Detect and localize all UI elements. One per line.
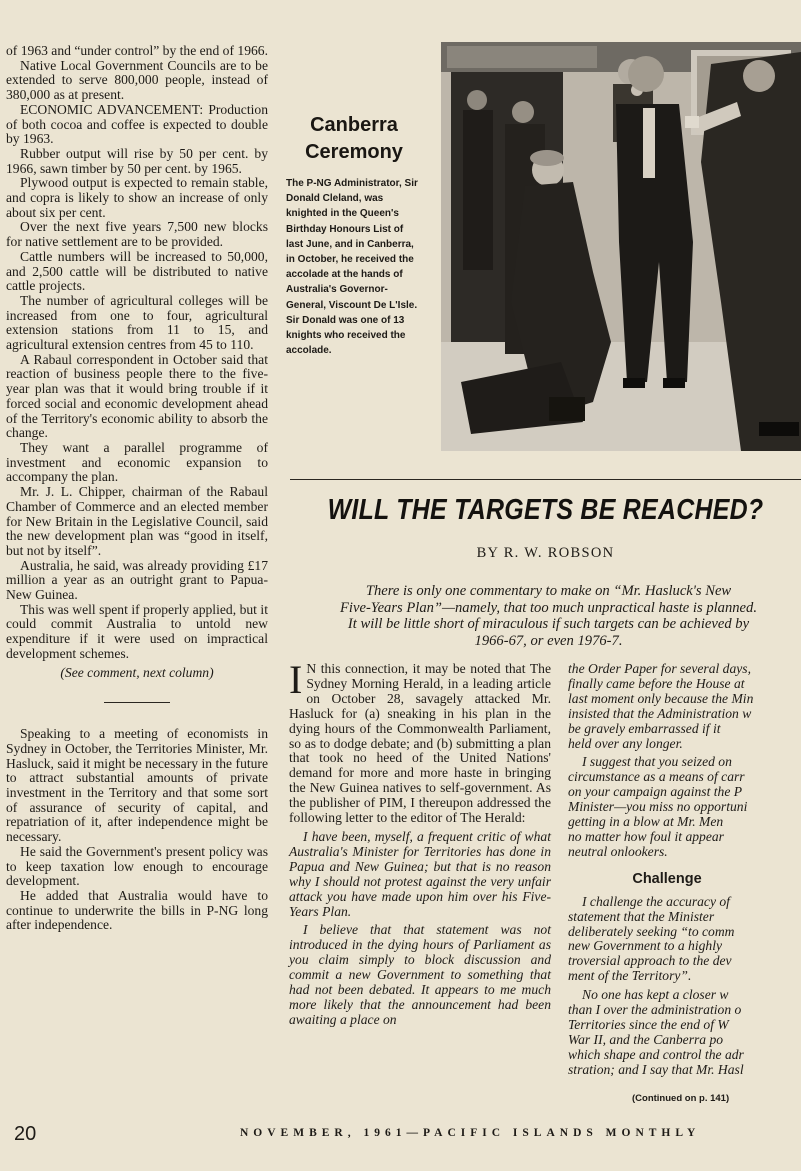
text-line: last moment only because the Min bbox=[568, 690, 754, 706]
letter-paragraph bbox=[568, 662, 801, 751]
paragraph: ECONOMIC ADVANCEMENT: Production of both cocoa and coffee is expected to double by 1963. bbox=[6, 101, 268, 147]
paragraph: Over the next five years 7,500 new blocks for native settlement are to be provided. bbox=[6, 219, 268, 250]
paragraph: Mr. J. L. Chipper, chairman of the Rabaul Chamber of Commerce and an elected member for New Britain in the Legislative Council, said the new development plan was “good in itself, but not by itself”. bbox=[6, 484, 268, 558]
text-line: circumstance as a means of carr bbox=[568, 769, 745, 785]
text-line: new Government to a highly bbox=[568, 938, 723, 954]
paragraph: He said the Government's present policy was to keep taxation low enough to encourage development. bbox=[6, 843, 268, 889]
middle-column bbox=[289, 657, 551, 1028]
intro-line: 1966-67, or even 1976-7. bbox=[474, 632, 623, 649]
photo-image bbox=[441, 42, 801, 451]
text-line: troversial approach to the dev bbox=[568, 953, 732, 969]
text-line: I suggest that you seized on bbox=[582, 754, 732, 770]
text-line: Territories since the end of W bbox=[568, 1016, 729, 1032]
text-line: statement that the Minister bbox=[568, 908, 715, 924]
intro-line: Five-Years Plan”—namely, that too much unpractical haste is planned. bbox=[340, 599, 757, 616]
paragraph: Plywood output is expected to remain stable, and copra is likely to show an increase of only about six per cent. bbox=[6, 175, 268, 220]
paragraph bbox=[289, 657, 551, 826]
intro-line: There is only one commentary to make on “Mr. Hasluck's New bbox=[365, 583, 732, 599]
photo-caption bbox=[286, 112, 422, 358]
caption-title-line: Canberra bbox=[310, 114, 398, 136]
letter-paragraph bbox=[568, 988, 801, 1077]
running-footer: NOVEMBER, 1961—PACIFIC ISLANDS MONTHLY bbox=[240, 1127, 701, 1139]
paragraph: Rubber output will rise by 50 per cent. by 1966, sawn timber by 50 per cent. by 1965. bbox=[6, 145, 268, 176]
text-line: deliberately seeking “to comm bbox=[568, 923, 735, 939]
text-line: War II, and the Canberra po bbox=[568, 1031, 724, 1047]
byline: BY R. W. ROBSON bbox=[476, 545, 615, 561]
text-line: be gravely embarrassed if it bbox=[568, 720, 721, 736]
text-line: on your campaign against the P bbox=[568, 784, 743, 800]
page-number: 20 bbox=[14, 1123, 37, 1145]
paragraph: They want a parallel programme of investment and economic expansion to accompany the plan. bbox=[6, 439, 268, 485]
text-line: the Order Paper for several days, bbox=[568, 662, 751, 676]
section-subhead: Challenge bbox=[632, 870, 702, 887]
left-column bbox=[6, 44, 268, 933]
right-column bbox=[568, 662, 801, 1106]
letter-paragraph: I believe that that statement was not introduced in the dying hours of Parliament as you claim simply to block discussion and commit a new Government to something that had not been debated. It appears to me much more likely that the announcement had been awaiting a place on bbox=[289, 922, 551, 1027]
letter-paragraph bbox=[568, 755, 801, 859]
paragraph: The number of agricultural colleges will be increased from one to four, agricultural extension stations from 11 to 15, and agricultural extension centres from 45 to 110. bbox=[6, 292, 268, 353]
continued-note: (Continued on p. 141) bbox=[632, 1092, 730, 1104]
drop-cap: I bbox=[289, 657, 303, 702]
caption-title bbox=[286, 112, 422, 166]
text-line: than I over the administration o bbox=[568, 1002, 742, 1018]
caption-title-line: Ceremony bbox=[305, 141, 403, 163]
article-headline: WILL THE TARGETS BE REACHED? bbox=[327, 494, 764, 526]
text-line: No one has kept a closer w bbox=[582, 987, 729, 1003]
paragraph: Cattle numbers will be increased to 50,000, and 2,500 cattle will be distributed to native cattle projects. bbox=[6, 248, 268, 294]
text-line: Minister—you miss no opportuni bbox=[568, 799, 748, 815]
paragraph: Native Local Government Councils are to be extended to serve 800,000 people, instead of 380,000 as at present. bbox=[6, 57, 268, 103]
see-comment-note: (See comment, next column) bbox=[60, 664, 214, 680]
intro-line: It will be little short of miraculous if such targets can be achieved by bbox=[347, 616, 750, 633]
text-line: which shape and control the adr bbox=[568, 1046, 744, 1062]
text-line: neutral onlookers. bbox=[568, 843, 668, 859]
text-line: insisted that the Administration w bbox=[568, 705, 752, 721]
headline-rule bbox=[290, 479, 801, 480]
text-line: finally came before the House at bbox=[568, 675, 745, 691]
text-line: getting in a blow at Mr. Men bbox=[568, 814, 724, 830]
article-intro bbox=[296, 583, 801, 649]
paragraph-text: N this connection, it may be noted that The Sydney Morning Herald, in a leading article on October 28, savagely attacked Mr. Hasluck for (a) sneaking in his plan in the dying hours of the Commonwealth Parliament, so as to dodge debate; and (b) submitting a plan that took no heed of the United Nations' demand for more and more haste in bringing the New Guinea natives to self-government. As the publisher of PIM, I thereupon addressed the following letter to the editor of The Herald: bbox=[289, 661, 551, 826]
section-divider bbox=[104, 702, 170, 703]
caption-text: The P-NG Administrator, Sir Donald Cleland, was knighted in the Queen's Birthday Honours List of last June, and in Canberra, in October, he received the accolade at the hands of Australia's Governor-General, Viscount De L'Isle. Sir Donald was one of 13 knights who received the accolade. bbox=[286, 178, 418, 357]
text-line: I challenge the accuracy of bbox=[582, 893, 730, 909]
text-line: no matter how foul it appear bbox=[568, 828, 724, 844]
letter-paragraph: I have been, myself, a frequent critic of what Australia's Minister for Territories has done in Papua and New Guinea; but that is no reason why I should not protest against the very unfair attack you have made upon him over his Five-Years Plan. bbox=[289, 828, 551, 919]
paragraph: A Rabaul correspondent in October said that reaction of business people there to the five-year plan was that it would bring trouble if it forced social and economic development ahead of the Territory's economic ability to absorb the change. bbox=[6, 351, 268, 441]
knighting-ceremony-photo bbox=[441, 42, 801, 451]
paragraph: Australia, he said, was already providing £17 million a year as an outright grant to Papua-New Guinea. bbox=[6, 557, 268, 603]
text-line: stration; and I say that Mr. Hasl bbox=[568, 1061, 744, 1077]
paragraph: He added that Australia would have to continue to underwrite the bills in P-NG long after independence. bbox=[6, 887, 268, 933]
text-line: held over any longer. bbox=[568, 735, 683, 751]
letter-paragraph bbox=[568, 895, 801, 984]
paragraph: Speaking to a meeting of economists in Sydney in October, the Territories Minister, Mr. Hasluck, said it might be necessary in the future to attract substantial amounts of private investment in the Territory and that some sort of assurance of security of capital, and repatriation of it, after independence might be necessary. bbox=[6, 726, 268, 845]
paragraph: This was well spent if properly applied, but it could commit Australia to untold new expenditure if it were used on impractical development schemes. bbox=[6, 601, 268, 661]
text-line: ment of the Territory”. bbox=[568, 968, 692, 984]
paragraph: of 1963 and “under control” by the end of 1966. bbox=[6, 43, 268, 58]
